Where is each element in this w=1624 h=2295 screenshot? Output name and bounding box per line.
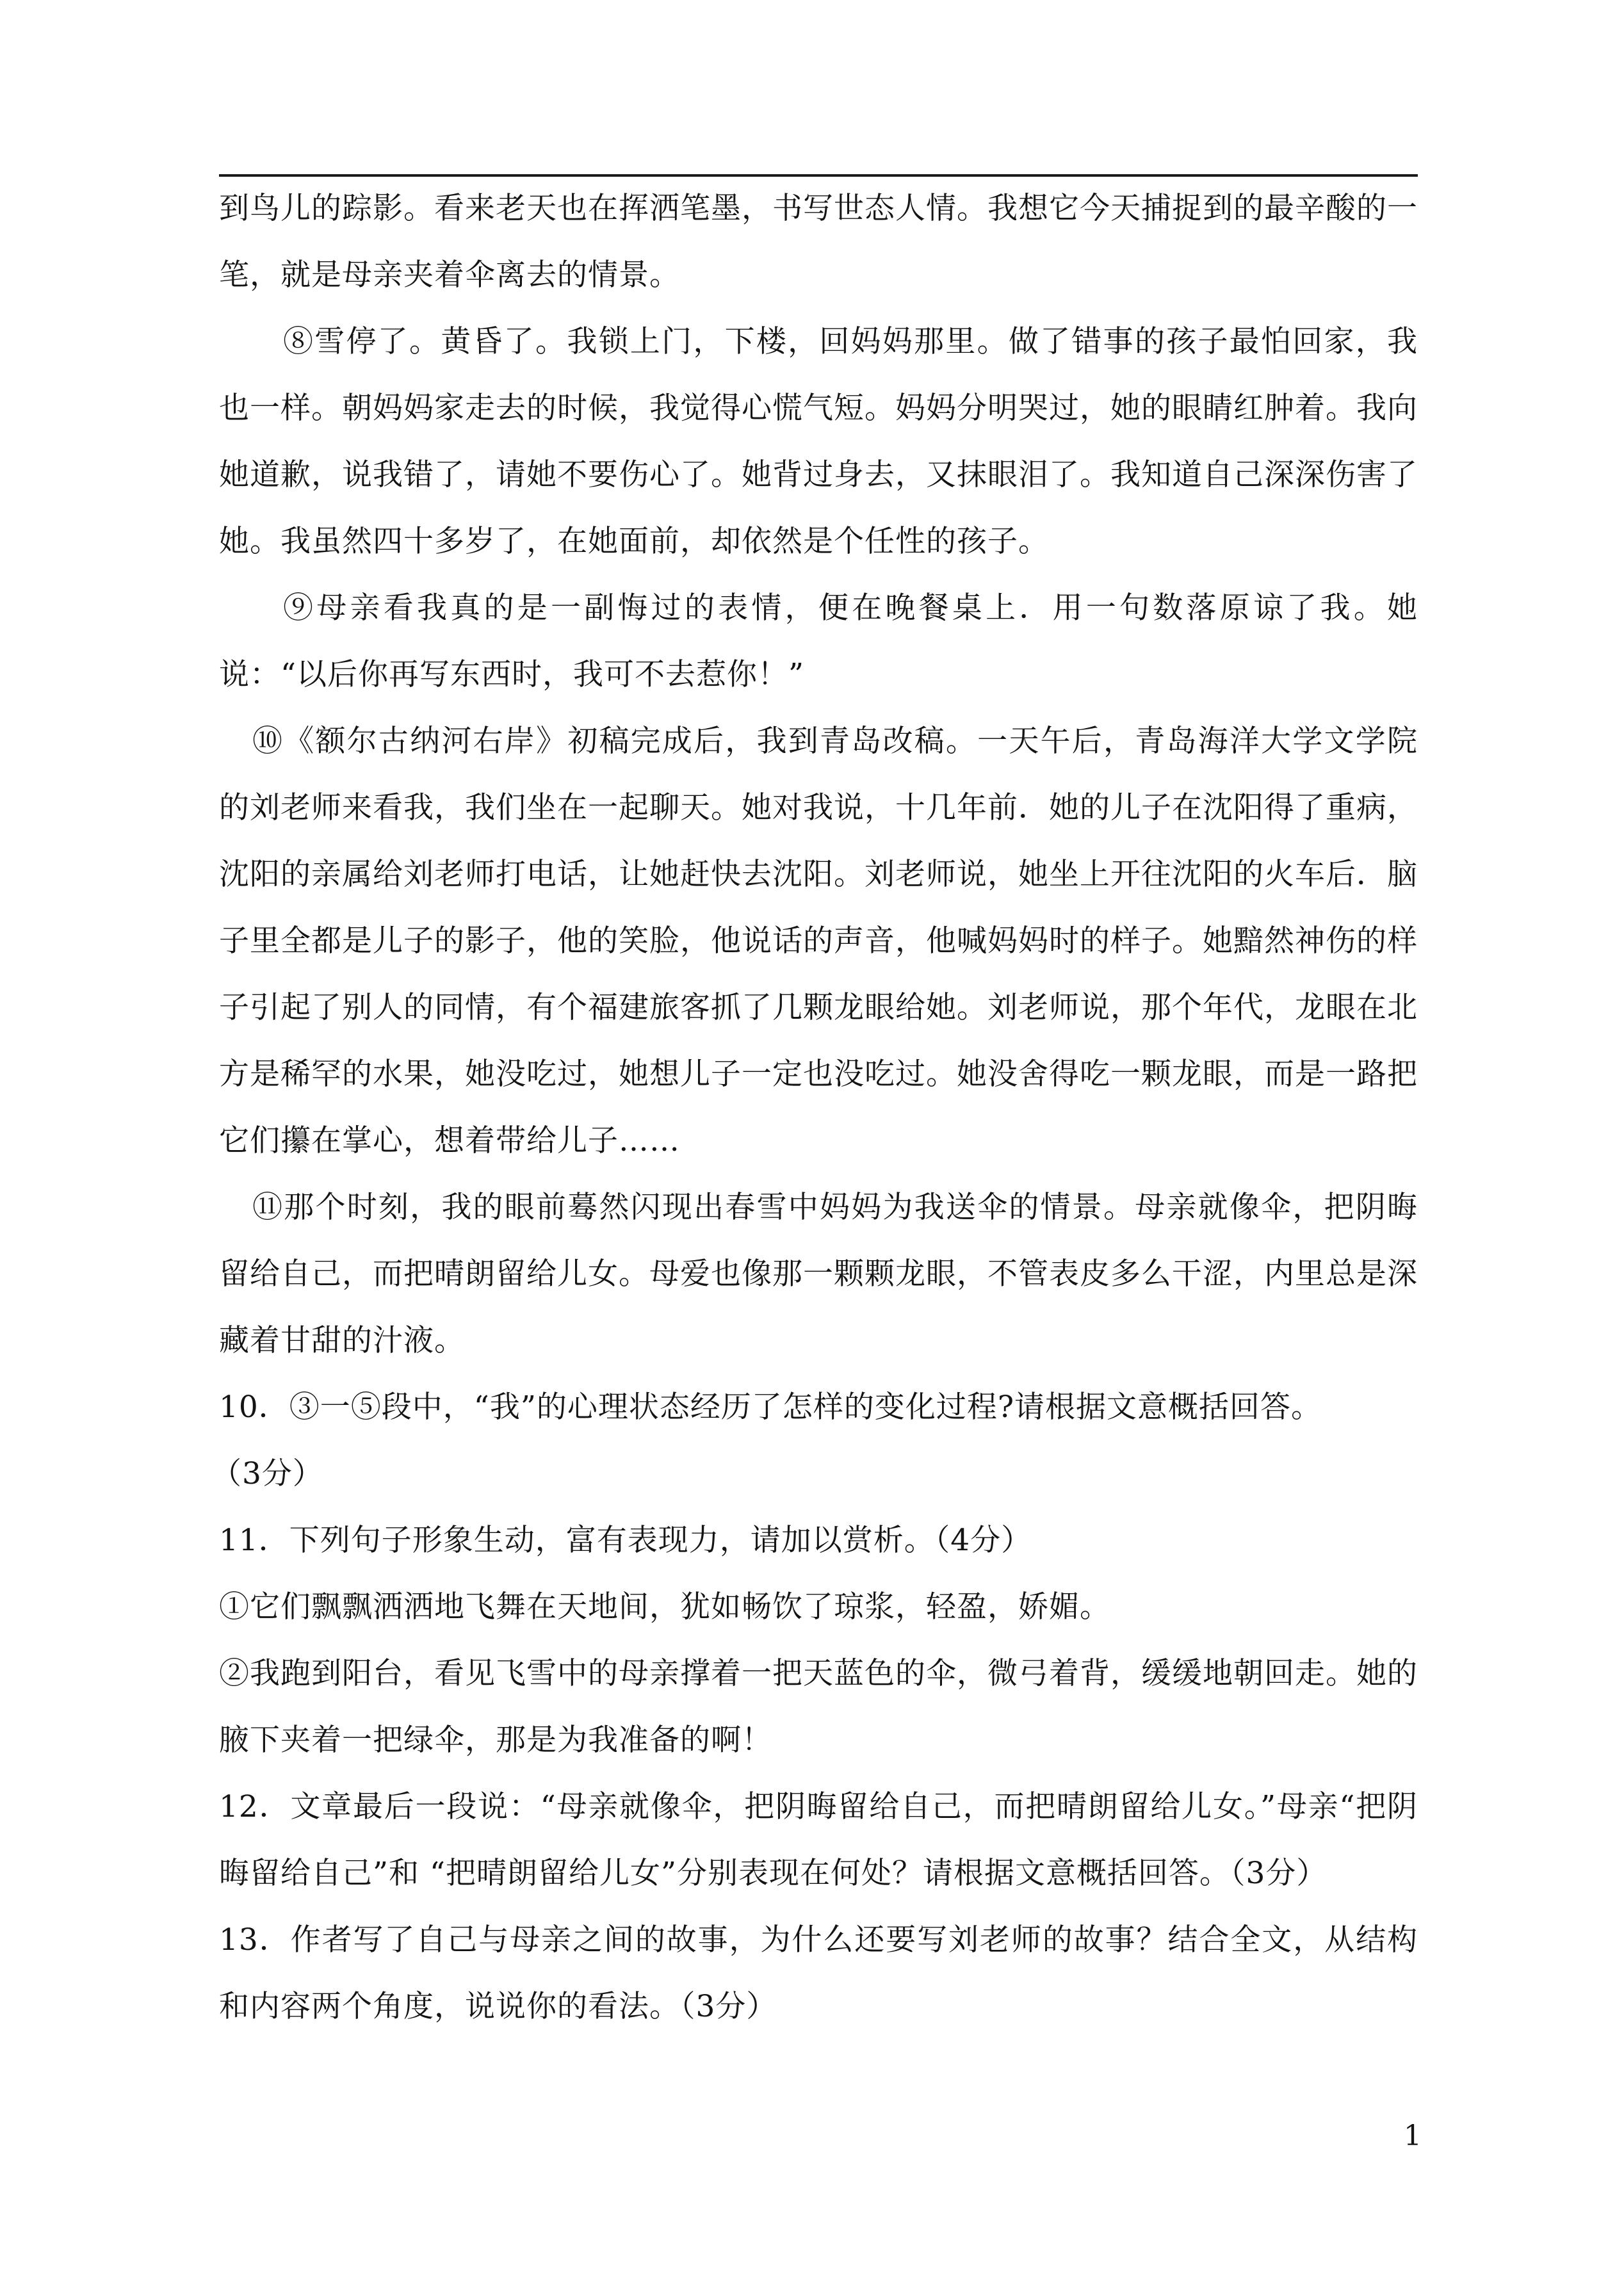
paragraph-9: ⑨母亲看我真的是一副悔过的表情，便在晚餐桌上．用一句数落原谅了我。她说：“以后你再写东西时，我可不去惹你！”	[219, 590, 1418, 692]
question-10: 10．③一⑤段中，“我”的心理状态经历了怎样的变化过程?请根据文意概括回答。	[219, 1390, 1322, 1425]
question-11-item-2: ②我跑到阳台，看见飞雪中的母亲撑着一把天蓝色的伞，微弓着背，缓缓地朝回走。她的腋下夹着一把绿伞，那是为我准备的啊！	[219, 1656, 1418, 1758]
paragraph-continued: 到鸟儿的踪影。看来老天也在挥洒笔墨，书写世态人情。我想它今天捕捉到的最辛酸的一笔，就是母亲夹着伞离去的情景。	[219, 191, 1418, 293]
question-11: 11．下列句子形象生动，富有表现力，请加以赏析。（4分）	[219, 1523, 1032, 1558]
question-12: 12．文章最后一段说：“母亲就像伞，把阴晦留给自己，而把晴朗留给儿女。”母亲“把阴晦留给自己”和 “把晴朗留给儿女”分别表现在何处？请根据文意概括回答。（3分）	[219, 1789, 1418, 1891]
paragraph-10: ⑩《额尔古纳河右岸》初稿完成后，我到青岛改稿。一天午后，青岛海洋大学文学院的刘老师来看我，我们坐在一起聊天。她对我说，十几年前．她的儿子在沈阳得了重病，沈阳的亲属给刘老师打电话，让她赶快去沈阳。刘老师说，她坐上开往沈阳的火车后．脑子里全都是儿子的影子，他的笑脸，他说话的声音，他喊妈妈时的样子。她黯然神伤的样子引起了别人的同情，有个福建旅客抓了几颗龙眼给她。刘老师说，那个年代，龙眼在北方是稀罕的水果，她没吃过，她想儿子一定也没吃过。她没舍得吃一颗龙眼，而是一路把它们攥在掌心，想着带给儿子……	[219, 724, 1418, 1158]
question-10-score: （3分）	[211, 1456, 323, 1491]
question-13: 13．作者写了自己与母亲之间的故事，为什么还要写刘老师的故事？结合全文，从结构和内容两个角度，说说你的看法。（3分）	[219, 1922, 1418, 2024]
paragraph-11: ⑪那个时刻，我的眼前蓦然闪现出春雪中妈妈为我送伞的情景。母亲就像伞，把阴晦留给自己，而把晴朗留给儿女。母爱也像那一颗颗龙眼，不管表皮多么干涩，内里总是深藏着甘甜的汁液。	[219, 1190, 1418, 1358]
question-11-item-1: ①它们飘飘洒洒地飞舞在天地间，犹如畅饮了琼浆，轻盈，娇媚。	[219, 1589, 1110, 1625]
paragraph-8: ⑧雪停了。黄昏了。我锁上门，下楼，回妈妈那里。做了错事的孩子最怕回家，我也一样。朝妈妈家走去的时候，我觉得心慌气短。妈妈分明哭过，她的眼睛红肿着。我向她道歉，说我错了，请她不要伤心了。她背过身去，又抹眼泪了。我知道自己深深伤害了她。我虽然四十多岁了，在她面前，却依然是个任性的孩子。	[219, 324, 1418, 559]
page-number: 1	[1404, 2120, 1422, 2152]
text-block	[211, 175, 1418, 2040]
